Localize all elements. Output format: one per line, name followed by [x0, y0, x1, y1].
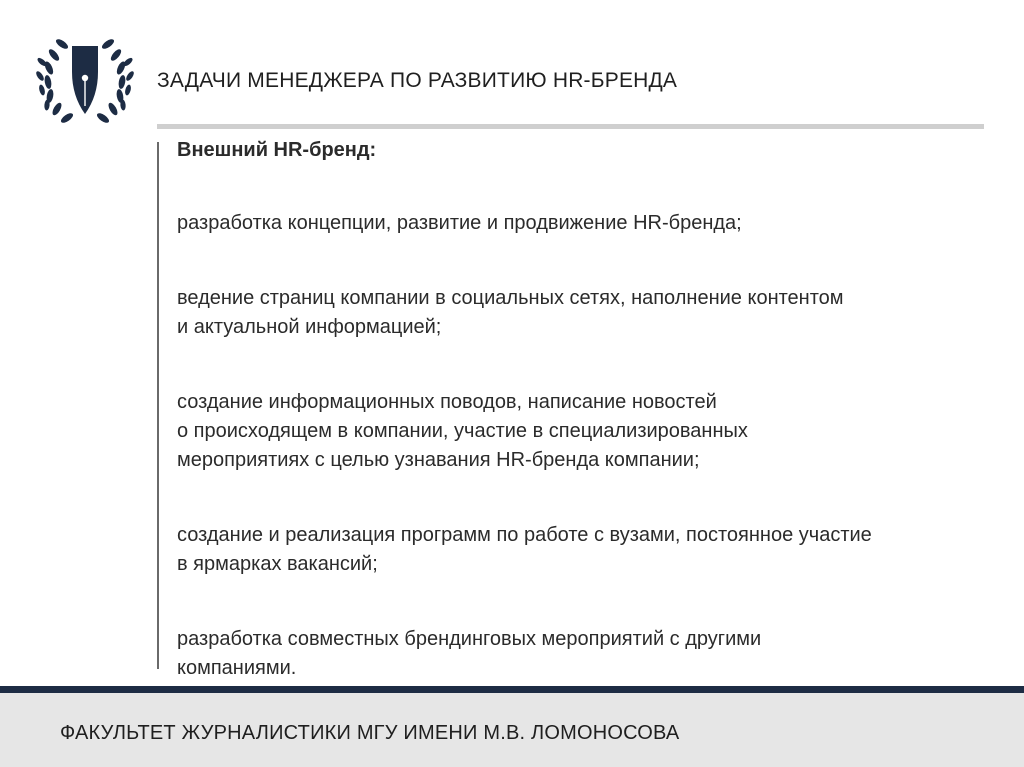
- list-item: [177, 284, 1007, 342]
- list-item-line: мероприятиях с целью узнавания HR-бренда компании;: [177, 449, 700, 471]
- list-item: [177, 209, 1007, 238]
- footer-accent-line: [0, 686, 1024, 693]
- logo: [30, 22, 140, 132]
- list-item: [177, 521, 1007, 579]
- list-item-line: и актуальной информацией;: [177, 316, 442, 338]
- slide-title: ЗАДАЧИ МЕНЕДЖЕРА ПО РАЗВИТИЮ HR-БРЕНДА: [157, 69, 678, 92]
- list-item-line: разработка концепции, развитие и продвижение HR-бренда;: [177, 212, 742, 234]
- footer-bar: [0, 686, 1024, 767]
- content-body: [177, 136, 1007, 683]
- list-item: [177, 388, 1007, 475]
- list-item-line: в ярмарках вакансий;: [177, 553, 378, 575]
- title-divider: [157, 124, 984, 129]
- list-item-line: ведение страниц компании в социальных сетях, наполнение контентом: [177, 287, 844, 309]
- list-item: [177, 625, 1007, 683]
- footer-text: ФАКУЛЬТЕТ ЖУРНАЛИСТИКИ МГУ ИМЕНИ М.В. ЛОМОНОСОВА: [60, 722, 680, 744]
- fountain-pen-nib-laurel-wreath-icon: [30, 22, 140, 132]
- content-side-rule: [157, 142, 159, 669]
- list-item-line: разработка совместных брендинговых мероприятий с другими: [177, 628, 762, 650]
- list-item-line: компаниями.: [177, 657, 297, 679]
- list-item-line: о происходящем в компании, участие в специализированных: [177, 420, 748, 442]
- list-item-line: создание информационных поводов, написание новостей: [177, 391, 717, 413]
- content-heading: Внешний HR-бренд:: [177, 139, 377, 161]
- list-item-line: создание и реализация программ по работе с вузами, постоянное участие: [177, 524, 872, 546]
